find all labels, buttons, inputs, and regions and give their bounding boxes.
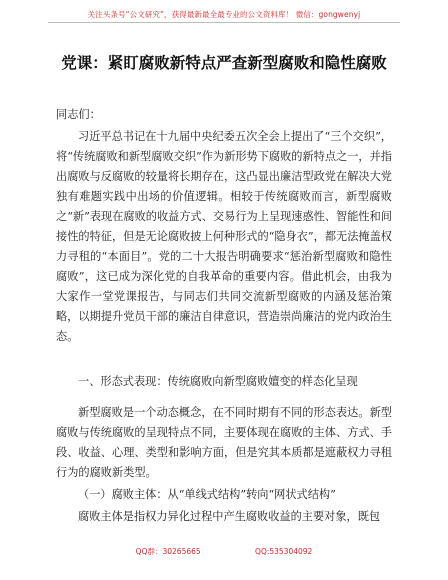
document-title: 党课：紧盯腐败新特点严查新型腐败和隐性腐败 (61, 54, 387, 72)
header-divider (48, 22, 400, 23)
greeting: 同志们： (56, 108, 101, 121)
paragraph-intro: 习近平总书记在十九届中央纪委五次全会上提出了“三个交织”，将“传统腐败和新型腐败交织”作为新形势下腐败的新特点之一，并指出腐败与反腐败的较量将长期存在，这凸显出廉洁型政党在解决大党独有难题实践中出场的价值逻辑。相较于传统腐败而言，新型腐败之“新”表现在腐败的收益方式、交易行为上呈现速惑性、智能性和间接性的特征，但是无论腐败披上何种形式的“隐身衣”，都无法掩盖权力寻租的“本面目”。党的二十大报告明确要求“惩治新型腐败和隐性腐败”，这已成为深化党的自我革命的重要内容。借此机会，由我为大家作一堂党课报告，与同志们共同交流新型腐败的内涵及惩治策略，以期提升党员干部的廉洁自律意识，营造崇尚廉洁的党内政治生态。 (56, 130, 392, 343)
paragraph-subsection-1: 腐败主体是指权力异化过程中产生腐败收益的主要对象，既包 (78, 510, 381, 523)
section-heading-1: 一、形态式表现：传统腐败向新型腐败嬗变的样态化呈现 (78, 375, 358, 388)
header-notice: 关注头条号“公文研究”，获得最新最全最专业的公文资料库！ 微信：gongwenyj (87, 10, 361, 19)
footer-contact (0, 546, 448, 557)
paragraph-section-1: 新型腐败是一个动态概念，在不同时期有不同的形态表达。新型腐败与传统腐败的呈现特点不同，主要体现在腐败的主体、方式、手段、收益、心理、类型和影响方面，但是究其本质都是遮蔽权力寻租行为的腐败新类型。 (56, 406, 392, 479)
footer-qq: QQ:535304092 (255, 547, 313, 556)
subsection-heading-1: （一）腐败主体：从“单线式结构”转向“网状式结构” (78, 488, 336, 501)
footer-qq-group: QQ群：30265665 (135, 547, 201, 556)
